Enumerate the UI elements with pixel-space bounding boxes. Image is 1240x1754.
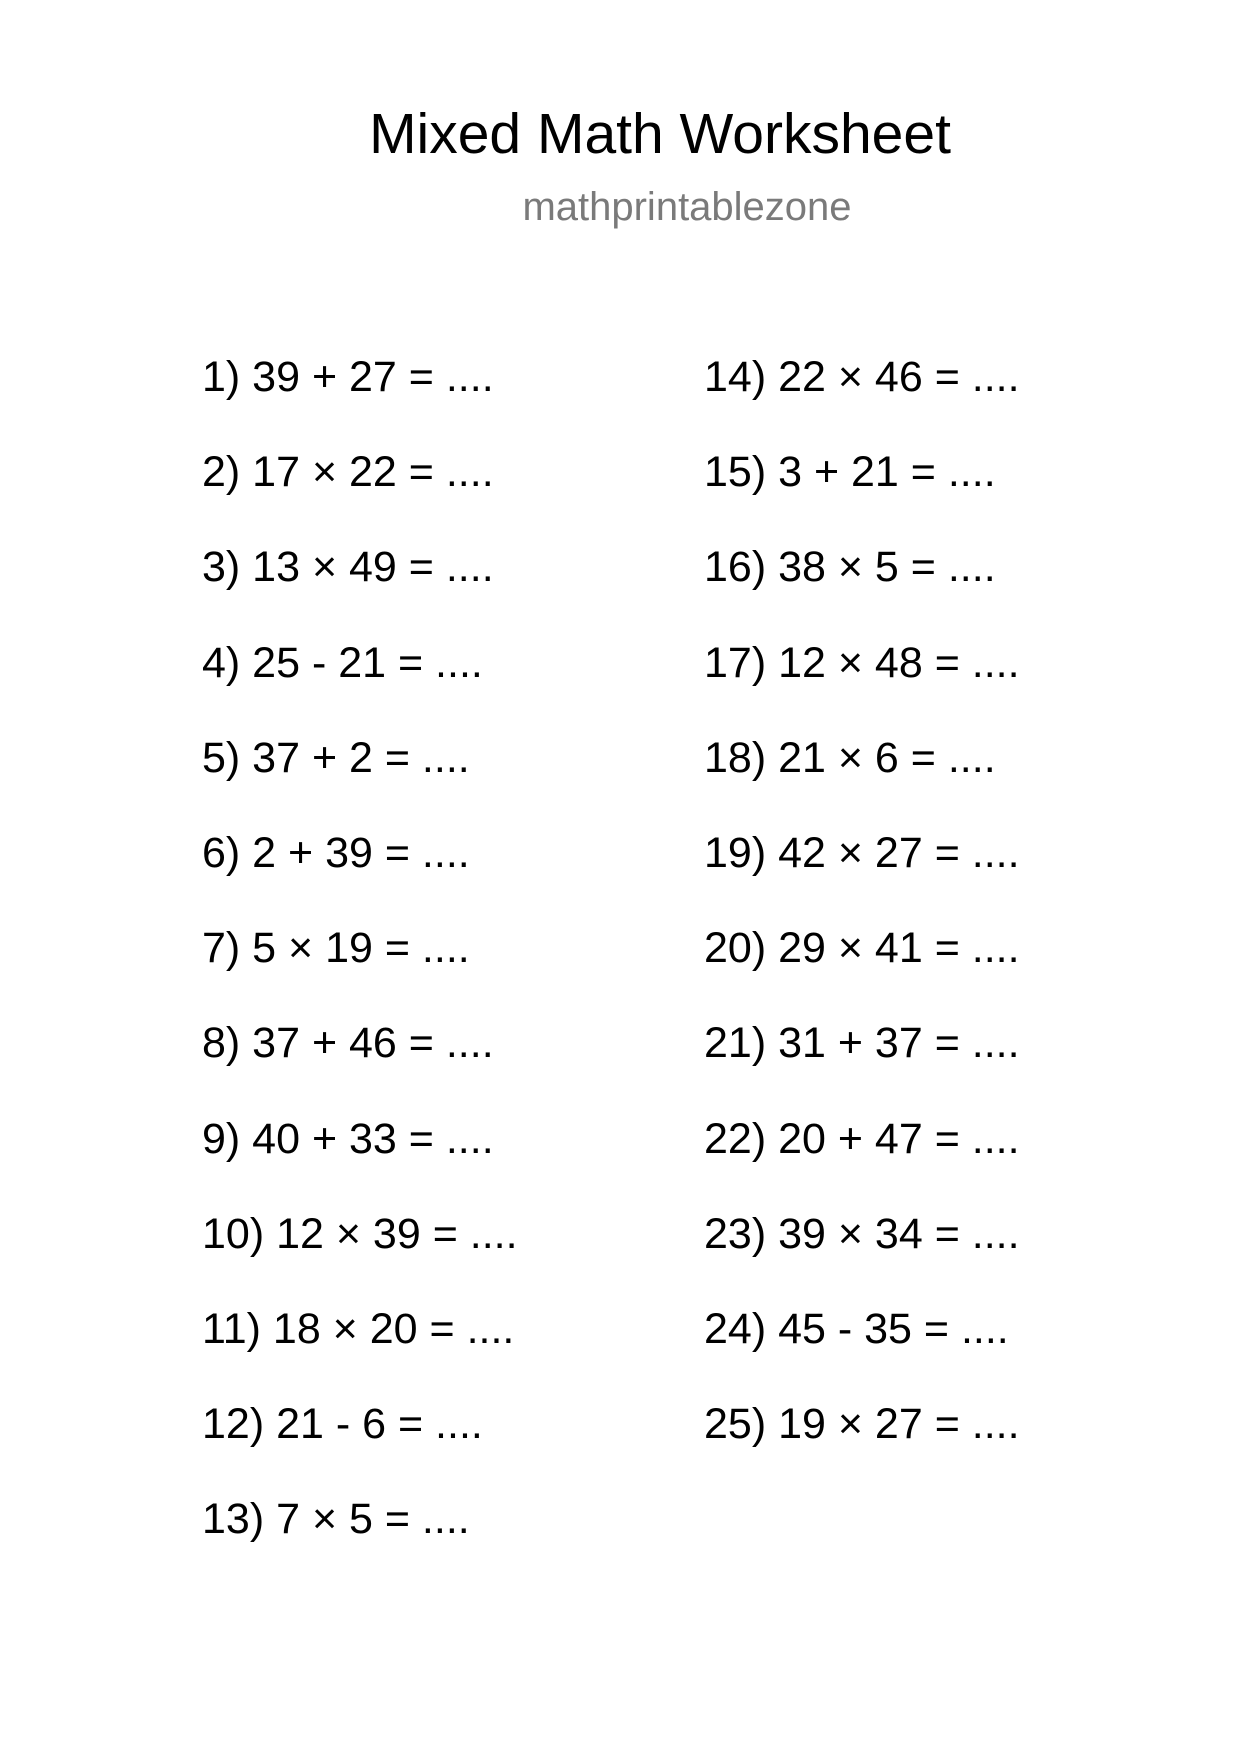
problem-20: 20) 29 × 41 = .... [704,924,1020,973]
problem-15: 15) 3 + 21 = .... [704,448,996,497]
problem-9: 9) 40 + 33 = .... [202,1114,494,1163]
problem-17: 17) 12 × 48 = .... [704,638,1020,687]
problem-16: 16) 38 × 5 = .... [704,543,996,592]
problem-13: 13) 7 × 5 = .... [202,1495,470,1544]
problem-18: 18) 21 × 6 = .... [704,733,996,782]
problem-2: 2) 17 × 22 = .... [202,448,494,497]
problem-7: 7) 5 × 19 = .... [202,924,470,973]
problem-23: 23) 39 × 34 = .... [704,1209,1020,1258]
problem-6: 6) 2 + 39 = .... [202,828,470,877]
problem-12: 12) 21 - 6 = .... [202,1400,483,1449]
worksheet-source: mathprintablezone [522,185,852,229]
problem-5: 5) 37 + 2 = .... [202,733,470,782]
problem-list-left [202,352,518,1589]
problem-19: 19) 42 × 27 = .... [704,828,1020,877]
problem-10: 10) 12 × 39 = .... [202,1209,518,1258]
problem-21: 21) 31 + 37 = .... [704,1019,1020,1068]
problem-3: 3) 13 × 49 = .... [202,543,494,592]
problem-list-right [704,352,1020,1494]
problem-1: 1) 39 + 27 = .... [202,353,494,401]
problem-8: 8) 37 + 46 = .... [202,1019,494,1068]
problem-24: 24) 45 - 35 = .... [704,1304,1009,1353]
worksheet-title: Mixed Math Worksheet [369,102,951,166]
problem-25: 25) 19 × 27 = .... [704,1400,1020,1449]
problem-22: 22) 20 + 47 = .... [704,1114,1020,1163]
problem-11: 11) 18 × 20 = .... [202,1304,515,1353]
problem-4: 4) 25 - 21 = .... [202,638,483,687]
problem-14: 14) 22 × 46 = .... [704,353,1020,401]
